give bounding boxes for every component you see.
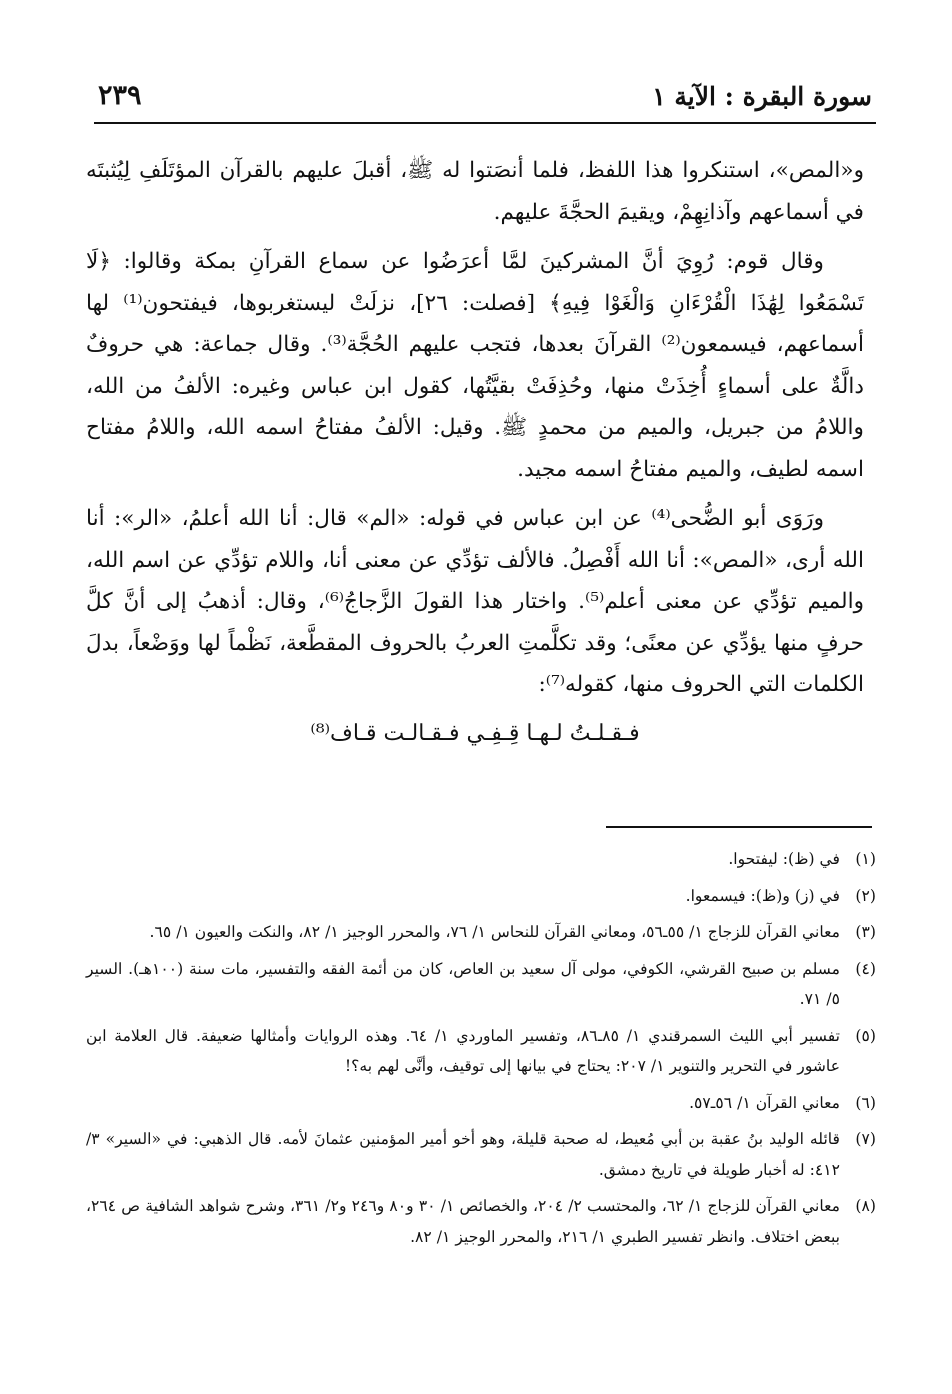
footnote-number: (٢): [855, 886, 876, 905]
footnote-text: معاني القرآن للزجاج ١/ ٥٥ـ٥٦، ومعاني القرآن للنحاس ١/ ٧٦، والمحرر الوجيز ١/ ٨٢، والنكت والعيون ١/ ٦٥.: [149, 923, 840, 941]
footnote-number: (٤): [855, 959, 876, 978]
footnote-text: في (ز) و(ظ): فيسمعوا.: [685, 886, 840, 905]
paragraph-2: وقال قوم: رُوِيَ أنَّ المشركينَ لمَّا أعرَضُوا عن سماع القرآنِ بمكة وقالوا: ﴿لَا تَسْمَعُوا لِهَٰذَا الْقُرْءَانِ وَالْغَوْا فِيهِ﴾ [فصلت: ٢٦]، نزلَتْ ليستغربوها، فيفتحون⁽¹⁾ لها أسماعهم، فيسمعون⁽²⁾ القرآنَ بعدها، فتجب عليهم الحُجَّة⁽³⁾. وقال جماعة: هي حروفٌ دالَّةٌ على أسماءٍ أُخِذَتْ منها، وحُذِفَتْ بقيَّتُها، كقول ابن عباس وغيره: الألفُ من الله، واللامُ من جبريل، والميم من محمدٍ ﷺ. وقيل: الألفُ مفتاحُ اسمه الله، واللامُ مفتاح اسمه لطيف، والميم مفتاحُ اسمه مجيد.: [86, 249, 864, 482]
footnote: [86, 917, 876, 948]
surah-title: سورة البقرة : الآية ١: [652, 82, 872, 111]
footnote: [86, 1191, 876, 1252]
footnotes: [86, 844, 876, 1258]
footnote: [86, 954, 876, 1015]
paragraph-1: و«المص»، استنكروا هذا اللفظ، فلما أنصَتوا له ﷺ، أقبلَ عليهم بالقرآن المؤتَلَفِ لِيُثبتَه في أسماعهم وآذانِهِمْ، ويقيمَ الحجَّةَ عليهم.: [86, 158, 864, 225]
footnote-text: قائله الوليد بنُ عقبة بن أبي مُعيط، له صحبة قليلة، وهو أخو أمير المؤمنين عثمانَ لأمه. قال الذهبي: في «السير» ٣/ ٤١٢: له أخبار طويلة في تاريخ دمشق.: [86, 1130, 840, 1179]
footnote-text: معاني القرآن ١/ ٥٦ـ٥٧.: [689, 1093, 840, 1112]
footnote: [86, 1088, 876, 1119]
footnote-number: (٥): [855, 1026, 876, 1045]
footnote-text: مسلم بن صبيح القرشي، الكوفي، مولى آل سعيد بن العاص، كان من أئمة الفقه والتفسير، مات سنة (١٠٠هـ). السير ٥/ ٧١.: [86, 959, 841, 1008]
footnote-number: (٣): [855, 923, 876, 941]
poetry-verse: فـقـلـتُ لـهـا قِـفِـي فـقـالـت قـاف⁽⁸⁾: [310, 720, 640, 746]
running-header: [94, 78, 876, 124]
footnote-text: في (ظ): ليفتحوا.: [728, 850, 840, 868]
main-text: [86, 150, 864, 756]
footnote: [86, 1021, 876, 1082]
footnote-text: تفسير أبي الليث السمرقندي ١/ ٨٥ـ٨٦، وتفسير الماوردي ١/ ٦٤. وهذه الروايات وأمثالها ضعيفة. قال العلامة ابن عاشور في التحرير والتنوير ١/ ٢٠٧: يحتاج في بيانها إلى توقيف، وأنَّى لهم به؟!: [86, 1026, 840, 1075]
page-number: ٢٣٩: [98, 80, 142, 111]
footnote-number: (٦): [855, 1093, 876, 1112]
paragraph-3: ورَوَى أبو الضُّحى⁽⁴⁾ عن ابن عباس في قوله: «الم» قال: أنا الله أعلمُ، «الر»: أنا الله أرى، «المص»: أنا الله أَفْصِلُ. فالألف تؤدِّي عن معنى أنا، واللام تؤدِّي عن اسم الله، والميم تؤدِّي عن معنى أعلم⁽⁵⁾. واختار هذا القولَ الزَّجاجُ⁽⁶⁾، وقال: أذهبُ إلى أنَّ كلَّ حرفٍ منها يؤدِّي عن معنًى؛ وقد تكلَّمتِ العربُ بالحروف المقطَّعة، نَظْماً لها ووَضْعاً، بدلَ الكلمات التي الحروف منها، كقوله⁽⁷⁾:: [86, 506, 864, 697]
footnote: [86, 881, 876, 912]
footnote-divider: [606, 826, 872, 828]
footnote: [86, 1124, 876, 1185]
footnote-number: (٧): [855, 1130, 876, 1148]
footnote-text: معاني القرآن للزجاج ١/ ٦٢، والمحتسب ٢/ ٢٠٤، والخصائص ١/ ٣٠ و٨٠ و٢٤٦ و٢/ ٣٦١، وشرح شواهد الشافية ص ٢٦٤، ببعض اختلاف. وانظر تفسير الطبري ١/ ٢١٦، والمحرر الوجيز ١/ ٨٢.: [86, 1197, 840, 1246]
footnote-number: (١): [855, 850, 876, 868]
footnote: [86, 844, 876, 875]
footnote-number: (٨): [855, 1197, 876, 1215]
